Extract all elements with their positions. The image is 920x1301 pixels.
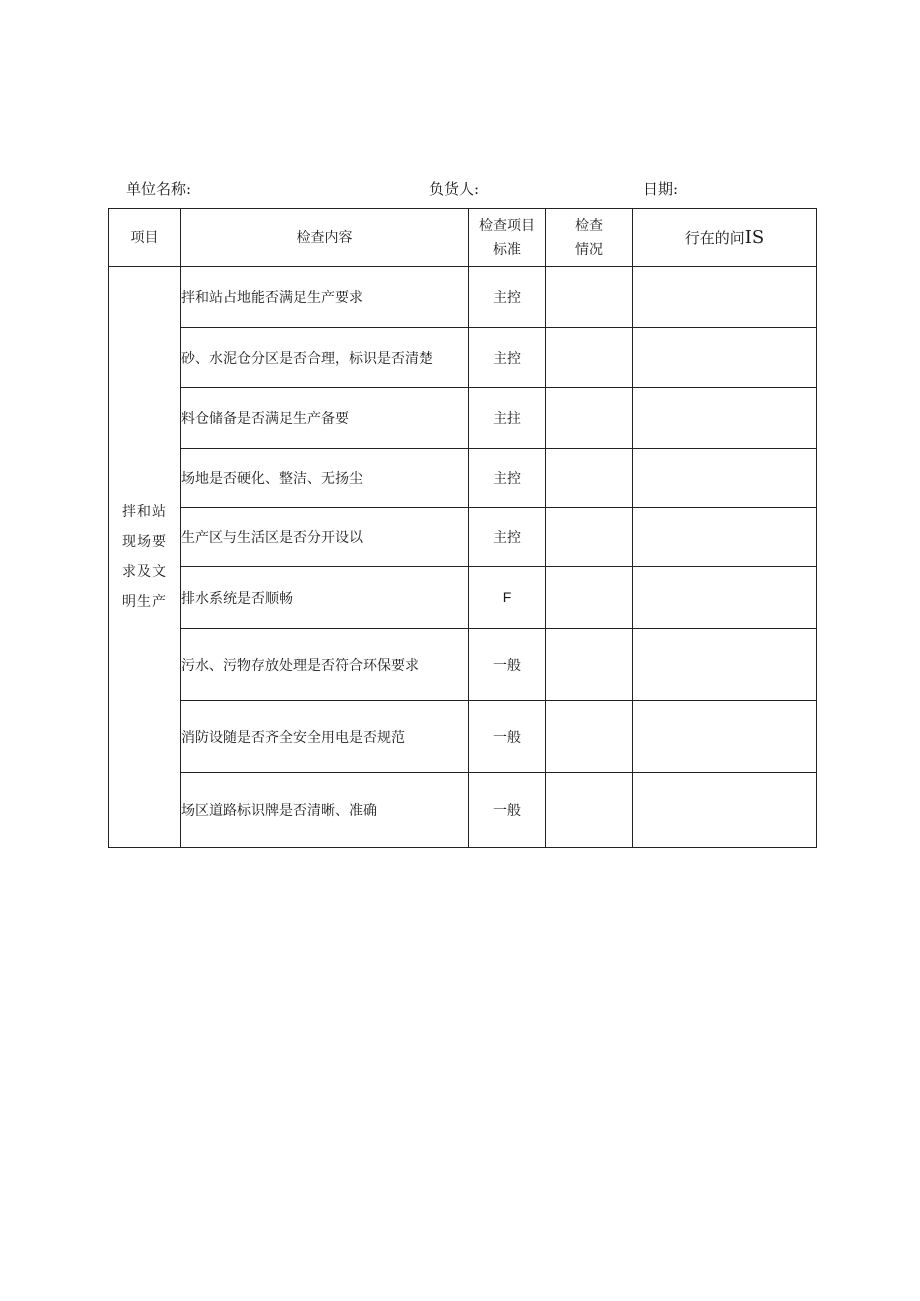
- table-row: [109, 267, 817, 328]
- check-content: 消防设随是否齐全安全用电是否规范: [181, 701, 469, 773]
- table-row: [109, 701, 817, 773]
- table-row: [109, 388, 817, 449]
- check-condition-cell[interactable]: [546, 388, 633, 449]
- col-header-content: 检查内容: [181, 209, 469, 267]
- check-condition-cell[interactable]: [546, 567, 633, 629]
- table-row: [109, 508, 817, 567]
- check-standard: 主控: [469, 449, 546, 508]
- check-content: 砂、水泥仓分区是否合理，标识是否清楚: [181, 328, 469, 388]
- check-standard: [469, 567, 546, 629]
- table-header-row: [109, 209, 817, 267]
- issue-cell[interactable]: [633, 328, 817, 388]
- check-condition-cell[interactable]: [546, 328, 633, 388]
- check-standard: 主控: [469, 508, 546, 567]
- category-line: 求及文: [122, 564, 167, 580]
- inspection-table: [108, 208, 817, 848]
- form-header: [0, 176, 920, 200]
- issue-cell[interactable]: [633, 508, 817, 567]
- issue-cell[interactable]: [633, 388, 817, 449]
- col-header-project: 项目: [109, 209, 181, 267]
- col-header-issues-suffix: IS: [744, 226, 765, 248]
- check-standard: 主控: [469, 328, 546, 388]
- col-header-issues-text: 行在的问: [684, 228, 745, 247]
- check-standard: 一般: [469, 773, 546, 848]
- check-standard: 一般: [469, 629, 546, 701]
- col-header-condition: [546, 209, 633, 267]
- category-line: 明生产: [122, 594, 167, 610]
- table-row: [109, 328, 817, 388]
- issue-cell[interactable]: [633, 567, 817, 629]
- table-row: [109, 449, 817, 508]
- check-standard-text: F: [502, 589, 512, 605]
- check-condition-cell[interactable]: [546, 508, 633, 567]
- check-content: 拌和站占地能否满足生产要求: [181, 267, 469, 328]
- check-standard: 主控: [469, 267, 546, 328]
- table-row: [109, 629, 817, 701]
- col-header-condition-line1: 检查: [575, 217, 603, 234]
- check-content: 污水、污物存放处理是否符合环保要求: [181, 629, 469, 701]
- issue-cell[interactable]: [633, 267, 817, 328]
- date-label: 日期:: [643, 180, 679, 198]
- check-content: 料仓储备是否满足生产备要: [181, 388, 469, 449]
- check-standard: 主拄: [469, 388, 546, 449]
- col-header-issues: [633, 209, 817, 267]
- category-line: 现场要: [122, 534, 167, 550]
- check-content: 场地是否硬化、整洁、无扬尘: [181, 449, 469, 508]
- responsible-person-label: 负货人:: [429, 180, 480, 198]
- col-header-condition-line2: 情况: [575, 241, 603, 258]
- check-content: 生产区与生活区是否分开设以: [181, 508, 469, 567]
- col-header-standard: [469, 209, 546, 267]
- check-condition-cell[interactable]: [546, 449, 633, 508]
- issue-cell[interactable]: [633, 629, 817, 701]
- check-condition-cell[interactable]: [546, 267, 633, 328]
- table-row: [109, 773, 817, 848]
- unit-name-label: 单位名称:: [126, 180, 192, 198]
- check-content: 场区道路标识牌是否清晰、准确: [181, 773, 469, 848]
- check-condition-cell[interactable]: [546, 701, 633, 773]
- issue-cell[interactable]: [633, 449, 817, 508]
- category-cell: [109, 267, 181, 848]
- check-condition-cell[interactable]: [546, 629, 633, 701]
- issue-cell[interactable]: [633, 773, 817, 848]
- col-header-standard-line2: 标准: [493, 241, 521, 258]
- check-standard: 一般: [469, 701, 546, 773]
- table-row: [109, 567, 817, 629]
- check-condition-cell[interactable]: [546, 773, 633, 848]
- check-content: 排水系统是否顺畅: [181, 567, 469, 629]
- col-header-standard-line1: 检查项目: [479, 217, 535, 234]
- issue-cell[interactable]: [633, 701, 817, 773]
- category-line: 拌和站: [122, 504, 167, 520]
